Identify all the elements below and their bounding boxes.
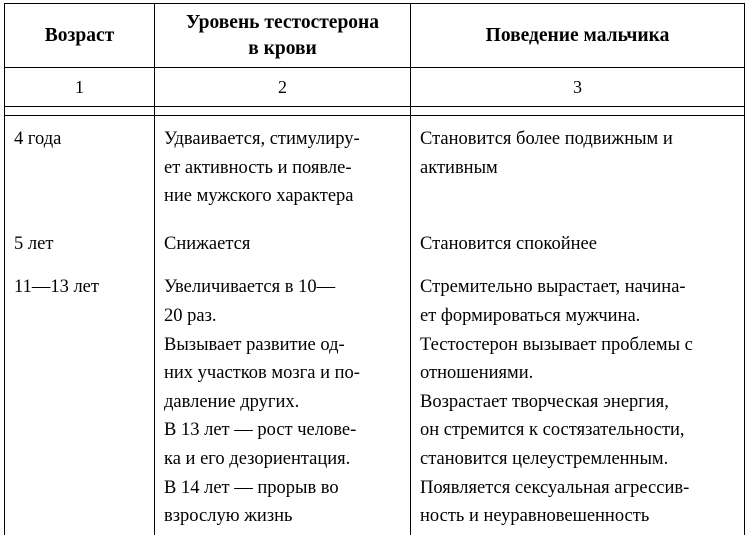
- behavior-line: Стремительно вырастает, начина-: [420, 277, 686, 298]
- cell-behavior: [411, 266, 745, 534]
- age-line: 4 года: [14, 129, 62, 149]
- column-number-3: 3: [573, 77, 582, 97]
- column-number-row: [5, 68, 745, 107]
- age-line: 11—13 лет: [14, 277, 99, 298]
- behavior-line: Тестостерон вызывает проблемы с: [420, 334, 693, 355]
- testosterone-line: давление других.: [164, 391, 300, 412]
- cell-behavior: [411, 116, 745, 222]
- testosterone-line: В 13 лет — рост челове-: [164, 420, 357, 441]
- column-number-cell-2: [155, 68, 411, 107]
- testosterone-line: ка и его дезориентация.: [164, 448, 351, 469]
- column-number-cell-1: [5, 68, 155, 107]
- cell-testosterone: [155, 116, 411, 222]
- behavior-line: Становится более подвижным и: [420, 129, 673, 149]
- header-testosterone-line-2: в крови: [248, 37, 317, 59]
- header-testosterone-text: [155, 10, 410, 62]
- age-text: [5, 222, 154, 267]
- age-line: 5 лет: [14, 233, 54, 254]
- cell-testosterone: [155, 266, 411, 534]
- behavior-line: отношениями.: [420, 363, 534, 384]
- behavior-line: он стремится к состязательности,: [420, 420, 685, 441]
- behavior-text: [411, 266, 744, 534]
- cell-testosterone: [155, 222, 411, 267]
- testosterone-line: Снижается: [164, 233, 251, 254]
- behavior-line: становится целеустремленным.: [420, 448, 669, 469]
- behavior-text: [411, 222, 744, 267]
- cell-age: [5, 222, 155, 267]
- testosterone-behavior-table: [4, 3, 745, 535]
- testosterone-line: Вызывает развитие од-: [164, 334, 345, 355]
- behavior-line: активным: [420, 157, 498, 178]
- age-text: [5, 116, 154, 165]
- header-testosterone-line-1: Уровень тестостерона: [185, 11, 380, 33]
- table-row: [5, 222, 745, 267]
- cell-age: [5, 266, 155, 534]
- testosterone-line: В 14 лет — прорыв во: [164, 477, 339, 498]
- table-row: [5, 116, 745, 222]
- testosterone-line: взрослую жизнь: [164, 506, 293, 527]
- cell-behavior: [411, 222, 745, 267]
- testosterone-line: них участков мозга и по-: [164, 363, 360, 384]
- header-behavior-text: [411, 23, 744, 49]
- testosterone-line: ние мужского характера: [164, 186, 354, 207]
- header-age-line-1: Возраст: [44, 24, 115, 46]
- behavior-text: [411, 116, 744, 193]
- table-row: [5, 266, 745, 534]
- testosterone-text: [155, 222, 410, 267]
- testosterone-line: Увеличивается в 10—: [164, 277, 336, 298]
- behavior-line: ет формироваться мужчина.: [420, 305, 641, 326]
- column-number-2: 2: [278, 77, 287, 97]
- header-cell-testosterone: [155, 4, 411, 68]
- rule-cell-1: [5, 107, 155, 116]
- header-cell-age: [5, 4, 155, 68]
- column-number-1: 1: [75, 77, 84, 97]
- table-header-row: [5, 4, 745, 68]
- double-rule-separator: [5, 107, 745, 116]
- testosterone-line: Удваивается, стимулиру-: [164, 129, 360, 149]
- behavior-line: ность и неуравновешенность: [420, 506, 650, 527]
- header-cell-behavior: [411, 4, 745, 68]
- behavior-line: Становится спокойнее: [420, 233, 597, 254]
- behavior-line: Появляется сексуальная агрессив-: [420, 477, 690, 498]
- behavior-line: Возрастает творческая энергия,: [420, 391, 669, 412]
- column-number-cell-3: [411, 68, 745, 107]
- testosterone-text: [155, 266, 410, 534]
- age-text: [5, 266, 154, 306]
- cell-age: [5, 116, 155, 222]
- testosterone-line: 20 раз.: [164, 305, 217, 326]
- rule-cell-3: [411, 107, 745, 116]
- header-behavior-line-1: Поведение мальчика: [485, 24, 670, 46]
- testosterone-text: [155, 116, 410, 222]
- header-age-text: [5, 23, 154, 49]
- rule-cell-2: [155, 107, 411, 116]
- testosterone-line: ет активность и появле-: [164, 157, 352, 178]
